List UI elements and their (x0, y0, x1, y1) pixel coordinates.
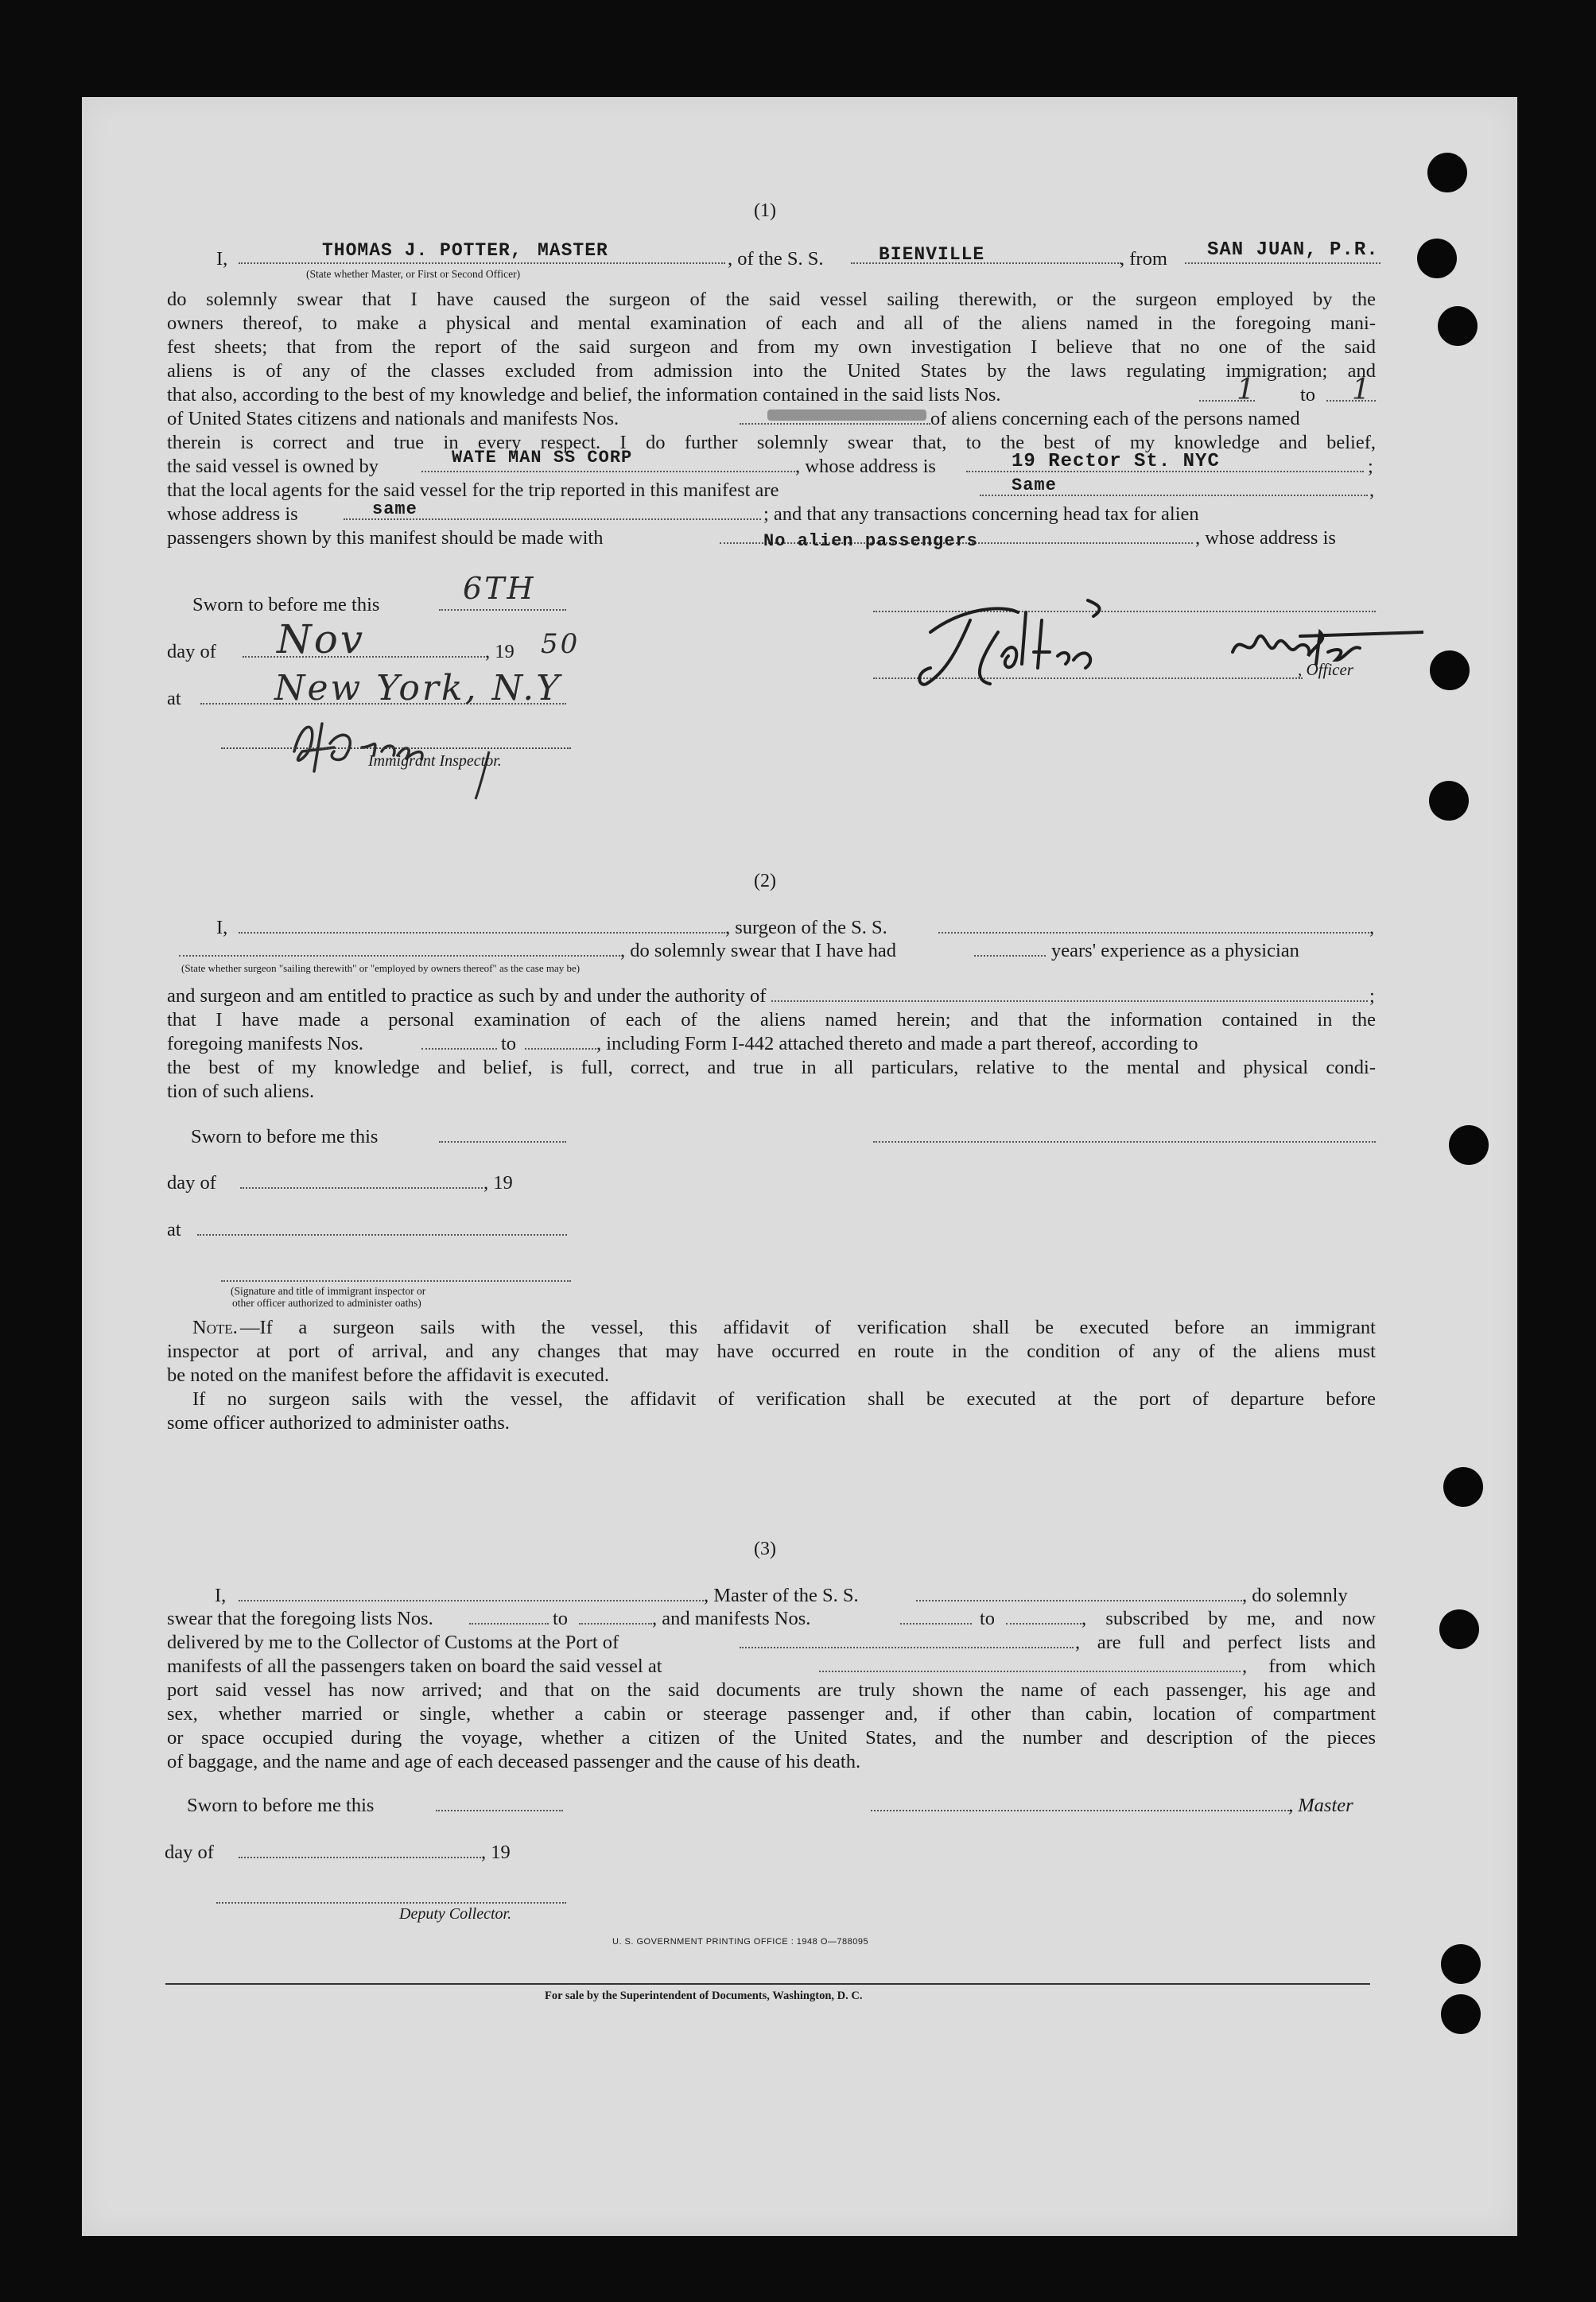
s3-month-line (239, 1857, 481, 1858)
authority-line (771, 1000, 1368, 1002)
s3-manifests-from-line (900, 1623, 972, 1625)
section-3-line-8: of baggage, and the name and age of each deceased passenger and the cause of his death. (167, 1751, 861, 1772)
owner-line (421, 471, 795, 472)
section-1-at: at (167, 688, 181, 709)
punch-hole (1417, 239, 1457, 278)
note-line-3: be noted on the manifest before the affidavit is executed. (167, 1365, 610, 1386)
section-1-line-6b: of aliens concerning each of the persons named (930, 408, 1300, 429)
owner-address: 19 Rector St. NYC (1012, 451, 1220, 472)
s3-manifests-all: manifests of all the passengers taken on board the said vessel at (167, 1656, 662, 1677)
section-2-number: (2) (754, 871, 776, 891)
section-1-i: I, (216, 248, 228, 270)
s3-manifests-to-line (1006, 1623, 1081, 1625)
from-port-line (1185, 262, 1380, 264)
section-1-day-of: day of (167, 641, 216, 662)
lists-to: 1 (1352, 374, 1373, 406)
section-1-line-7: therein is correct and true in every respect. I do further solemnly swear that, to the best of my knowledge and belief, (167, 432, 1376, 453)
punch-hole (1441, 1994, 1481, 2034)
section-1-year-prefix: , 19 (485, 641, 515, 662)
inspector-line (221, 747, 571, 749)
section-1-number: (1) (754, 200, 776, 221)
section-2-comma: , (1369, 917, 1375, 938)
owner-semicolon: ; (1368, 456, 1373, 477)
years-line (974, 955, 1046, 957)
sworn-month: Nov (277, 616, 366, 662)
section-1-line-6a: of United States citizens and nationals and manifests Nos. (167, 408, 619, 429)
section-3-day-of: day of (165, 1842, 214, 1863)
punch-hole (1449, 1125, 1489, 1165)
vessel-name: BIENVILLE (879, 244, 985, 265)
officer-caption: (State whether Master, or First or Second Officer) (306, 268, 521, 280)
section-2-line-5a: foregoing manifests Nos. (167, 1033, 363, 1054)
section-1-line-4: aliens is of any of the classes excluded from admission into the United States by the laws regulating immigration; and (167, 360, 1376, 382)
section-3-line-6: sex, whether married or single, whether a cabin or steerage passenger and, if other than cabin, location of compartment (167, 1703, 1376, 1725)
from-port: SAN JUAN, P.R. (1207, 239, 1379, 261)
s3-full-perfect: , are full and perfect lists and (1075, 1632, 1376, 1653)
section-2-i: I, (216, 917, 228, 938)
surgeon-type-line (179, 955, 620, 957)
section-2-sworn: Sworn to before me this (191, 1126, 379, 1147)
note-line-1: —If a surgeon sails with the vessel, this affidavit of verification shall be executed before an immigrant (240, 1317, 1376, 1338)
s2-manifests-from-line (421, 1048, 497, 1050)
section-3-sworn: Sworn to before me this (187, 1795, 375, 1816)
lists-from: 1 (1237, 374, 1257, 406)
manifests-nos-line (740, 423, 930, 425)
years-experience: years' experience as a physician (1051, 940, 1299, 961)
gpo-imprint: U. S. GOVERNMENT PRINTING OFFICE : 1948 O—788095 (612, 1937, 869, 1947)
section-2-line-3: and surgeon and am entitled to practice as such by and under the authority of (167, 985, 767, 1007)
s2-sig-caption-1: (Signature and title of immigrant inspector or (231, 1285, 426, 1297)
punch-hole (1438, 306, 1478, 346)
punch-hole (1429, 781, 1469, 821)
surgeon-caption: (State whether surgeon "sailing therewith" or "employed by owners thereof" as the case may be) (181, 962, 581, 974)
section-3-line-5: port said vessel has now arrived; and that on the said documents are truly shown the name of each passenger, his age and (167, 1679, 1376, 1701)
punch-hole (1441, 1944, 1481, 1984)
surgeon-vessel-line (938, 932, 1369, 934)
s3-master-of: , Master of the S. S. (704, 1585, 859, 1606)
s2-to-label: to (501, 1033, 517, 1054)
passengers-label: passengers shown by this manifest should be made with (167, 527, 604, 549)
section-2-year: , 19 (483, 1172, 513, 1194)
s3-swear-lists: swear that the foregoing lists Nos. (167, 1608, 433, 1629)
punch-hole (1443, 1467, 1483, 1507)
of-ss-label: , of the S. S. (728, 248, 824, 270)
authority-semicolon: ; (1369, 985, 1375, 1007)
s2-manifests-to-line (525, 1048, 596, 1050)
s3-and-manifests: , and manifests Nos. (652, 1608, 811, 1629)
s3-master-sig-line (871, 1810, 1292, 1811)
sworn-day-line (439, 609, 566, 611)
officer-rank: MASTER (538, 240, 608, 261)
s3-to-2: to (980, 1608, 996, 1629)
s3-lists-from-line (469, 1623, 549, 1625)
punch-hole (1439, 1609, 1479, 1649)
vessel-owner: WATE MAN SS CORP (452, 448, 633, 468)
surgeon-of-label: , surgeon of the S. S. (725, 917, 887, 938)
section-2-line-4: that I have made a personal examination of each of the aliens named herein; and that the information contained in the (167, 1009, 1376, 1031)
agents-comma: , (1369, 479, 1375, 501)
local-agents-label: that the local agents for the said vessel for the trip reported in this manifest are (167, 479, 779, 501)
section-3-number: (3) (754, 1539, 776, 1559)
s3-sworn-line (436, 1810, 563, 1811)
s2-place-line (197, 1234, 567, 1236)
sworn-place: New York, N.Y (274, 668, 562, 708)
s3-subscribed: , subscribed by me, and now (1081, 1608, 1376, 1629)
note-label: Note. (192, 1317, 238, 1338)
note2-line-2: some officer authorized to administer oaths. (167, 1412, 510, 1434)
agents-address-label: whose address is (167, 503, 298, 525)
note-line-2: inspector at port of arrival, and any changes that may have occurred en route in the condition of any of the aliens must (167, 1341, 1376, 1362)
sworn-day: 6TH (463, 571, 536, 606)
s2-signature-line (873, 1141, 1376, 1143)
section-3-year: , 19 (481, 1842, 511, 1863)
s3-delivered: delivered by me to the Collector of Customs at the Port of (167, 1632, 619, 1653)
punch-hole (1427, 153, 1467, 192)
s2-sig-caption-2: other officer authorized to administer oaths) (232, 1297, 421, 1309)
section-1-line-3: fest sheets; that from the report of the said surgeon and from my own investigation I believe that no one of the said (167, 336, 1376, 358)
owned-by-label: the said vessel is owned by (167, 456, 379, 477)
section-1-line-1: do solemnly swear that I have caused the surgeon of the said vessel sailing therewith, or the surgeon employed by the (167, 289, 1376, 310)
officer-name: THOMAS J. POTTER, (322, 240, 522, 261)
s2-month-line (240, 1187, 483, 1189)
s3-deputy-line (216, 1902, 566, 1904)
s3-do-solemnly: , do solemnly (1242, 1585, 1348, 1606)
section-2-day-of: day of (167, 1172, 216, 1194)
lists-to-label: to (1300, 384, 1316, 406)
head-tax-party: No alien passengers (763, 531, 978, 551)
section-3-line-7: or space occupied during the voyage, whether a citizen of the United States, and the number and description of the pieces (167, 1727, 1376, 1749)
section-1-line-5: that also, according to the best of my knowledge and belief, the information contained in the said lists Nos. (167, 384, 1001, 406)
section-1-line-2: owners thereof, to make a physical and mental examination of each and all of the aliens named in the foregoing mani- (167, 312, 1376, 334)
section-2-at: at (167, 1219, 181, 1240)
sale-notice: For sale by the Superintendent of Documents, Washington, D. C. (545, 1990, 863, 2002)
officer-suffix: , Officer (1298, 660, 1353, 679)
from-label: , from (1120, 248, 1167, 270)
s2-sworn-line (439, 1141, 566, 1143)
inspector-caption: Immigrant Inspector. (368, 752, 502, 770)
owner-address-label: , whose address is (795, 456, 936, 477)
note2-line-1: If no surgeon sails with the vessel, the affidavit of verification shall be executed at the port of departure before (192, 1388, 1376, 1410)
s3-from-which: , from which (1242, 1656, 1376, 1677)
local-agents: Same (1012, 476, 1057, 495)
sworn-year: 50 (541, 628, 581, 660)
s3-master-suffix: , Master (1288, 1795, 1353, 1816)
s3-to-1: to (553, 1608, 569, 1629)
surgeon-swear: , do solemnly swear that I have had (620, 940, 896, 961)
section-2-line-7: tion of such aliens. (167, 1081, 315, 1102)
footer-rule (165, 1983, 1370, 1985)
s3-vessel-line (916, 1600, 1242, 1601)
manifests-nos-redacted (767, 410, 926, 421)
s3-lists-to-line (579, 1623, 652, 1625)
punch-hole (1430, 650, 1470, 690)
section-2-line-6: the best of my knowledge and belief, is full, correct, and true in all particulars, relative to the mental and physical condi- (167, 1057, 1376, 1078)
agents-address: same (372, 499, 417, 519)
head-tax-address-label: , whose address is (1195, 527, 1336, 549)
surgeon-name-line (239, 932, 725, 934)
s3-master-line (239, 1600, 704, 1601)
section-3-i: I, (215, 1585, 227, 1606)
section-1-sworn: Sworn to before me this (192, 594, 380, 615)
section-2-line-5b: , including Form I-442 attached thereto and made a part thereof, according to (596, 1033, 1198, 1054)
s3-taken-at-line (819, 1671, 1241, 1672)
s2-inspector-line (221, 1280, 571, 1282)
head-tax-text: ; and that any transactions concerning head tax for alien (763, 503, 1199, 525)
s3-port-line (740, 1647, 1074, 1648)
deputy-caption: Deputy Collector. (399, 1905, 512, 1923)
officer-name-line (239, 262, 725, 264)
